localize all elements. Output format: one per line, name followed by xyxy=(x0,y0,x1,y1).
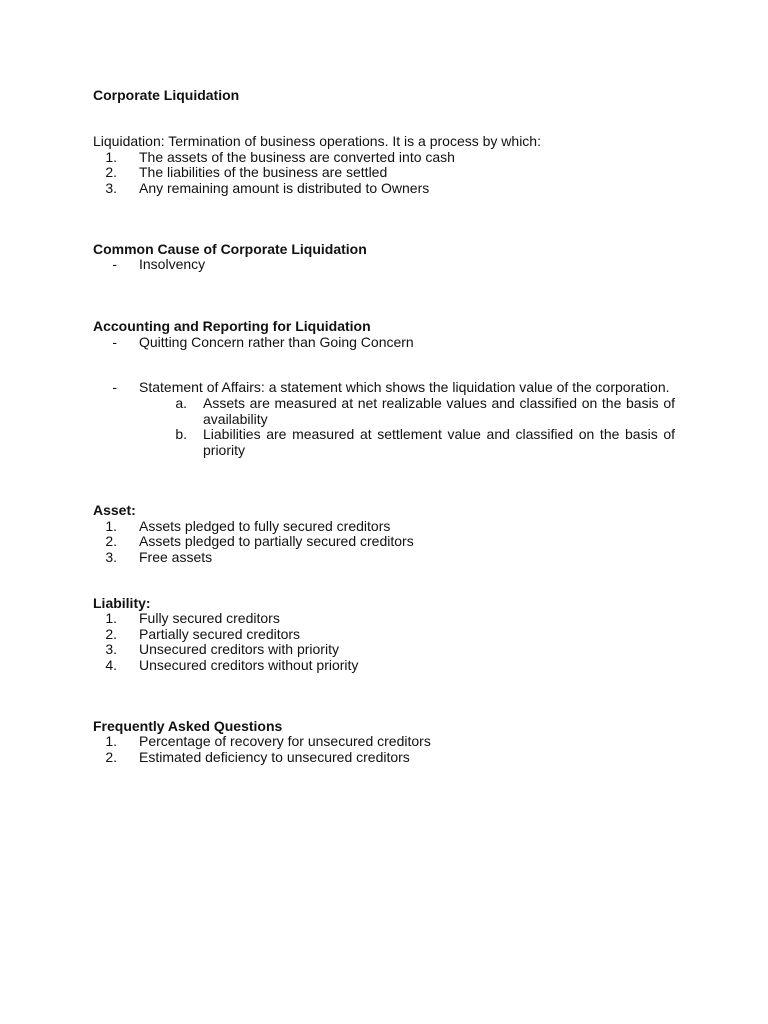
list-item-text: Percentage of recovery for unsecured creditors xyxy=(139,733,431,749)
list-marker: 1. xyxy=(105,149,117,165)
section-heading-cause: Common Cause of Corporate Liquidation xyxy=(93,241,367,257)
list-item-text: Insolvency xyxy=(139,256,206,272)
sub-list-item-text: Liabilities are measured at settlement value and classified on the basis of priority xyxy=(203,426,675,458)
list-item-text: Fully secured creditors xyxy=(139,610,280,626)
sub-list-marker: b. xyxy=(175,426,187,442)
sub-list-item xyxy=(93,395,675,427)
list-marker: - xyxy=(112,379,117,395)
section-heading-faq: Frequently Asked Questions xyxy=(93,718,283,734)
list-item-text: Estimated deficiency to unsecured creditors xyxy=(139,749,410,765)
list-item-text: Assets pledged to fully secured creditors xyxy=(139,518,391,534)
list-marker: - xyxy=(112,334,117,350)
list-item-text: The liabilities of the business are settled xyxy=(139,164,388,180)
list-marker: - xyxy=(112,256,117,272)
list-marker: 3. xyxy=(105,641,117,657)
page-title: Corporate Liquidation xyxy=(93,87,240,103)
list-item-text: Partially secured creditors xyxy=(139,626,301,642)
list-marker: 1. xyxy=(105,610,117,626)
list-item-text: Free assets xyxy=(139,549,213,565)
list-marker: 2. xyxy=(105,626,117,642)
list-marker: 3. xyxy=(105,180,117,196)
list-marker: 3. xyxy=(105,549,117,565)
list-marker: 2. xyxy=(105,164,117,180)
list-item-text: The assets of the business are converted into cash xyxy=(139,149,455,165)
section-heading-liability: Liability: xyxy=(93,595,151,611)
list-marker: 1. xyxy=(105,733,117,749)
sub-list-item xyxy=(93,426,675,458)
list-item-text: Assets pledged to partially secured creditors xyxy=(139,533,414,549)
section-heading-asset: Asset: xyxy=(93,502,136,518)
list-item-text: Unsecured creditors without priority xyxy=(139,657,359,673)
sub-list-marker: a. xyxy=(175,395,187,411)
list-marker: 2. xyxy=(105,749,117,765)
list-marker: 2. xyxy=(105,533,117,549)
section-heading-accounting: Accounting and Reporting for Liquidation xyxy=(93,318,371,334)
list-marker: 1. xyxy=(105,518,117,534)
list-marker: 4. xyxy=(105,657,117,673)
definition-text: Liquidation: Termination of business operations. It is a process by which: xyxy=(93,133,541,149)
list-item-text: Unsecured creditors with priority xyxy=(139,641,339,657)
list-item-text: Any remaining amount is distributed to Owners xyxy=(139,180,430,196)
sub-list-item-text: Assets are measured at net realizable values and classified on the basis of availability xyxy=(203,395,675,427)
list-item-text: Quitting Concern rather than Going Concern xyxy=(139,334,414,350)
list-item-text: Statement of Affairs: a statement which shows the liquidation value of the corporation. xyxy=(139,379,670,395)
